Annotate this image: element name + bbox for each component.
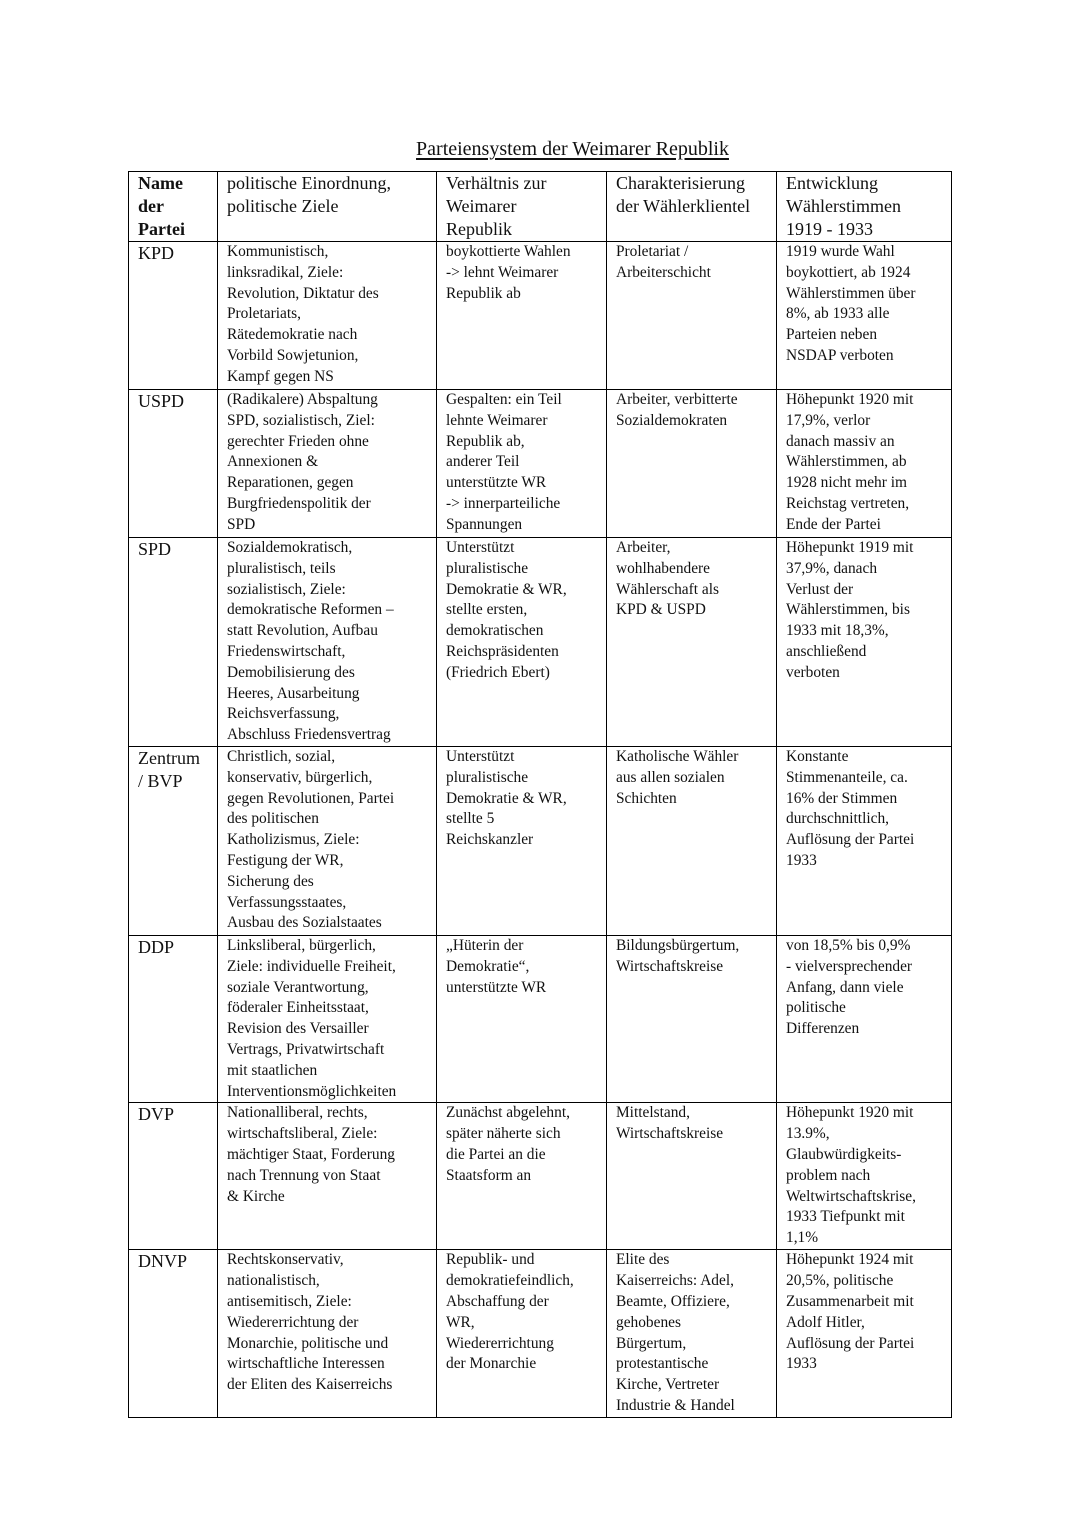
waehler-cell: Katholische Wähler aus allen sozialen Schichten [607, 747, 777, 936]
table-row [129, 936, 952, 1103]
waehler-cell: Arbeiter, wohlhabendere Wählerschaft als KPD & USPD [607, 538, 777, 747]
waehler-cell: Proletariat / Arbeiterschicht [607, 242, 777, 390]
einordnung-cell: Rechtskonservativ, nationalistisch, antisemitisch, Ziele: Wiedererrichtung der Monarchie, politische und wirtschaftliche Interessen der Eliten des Kaiserreichs [218, 1250, 437, 1418]
verhaeltnis-cell: „Hüterin der Demokratie“, unterstützte WR [437, 936, 607, 1103]
header-cell-verhaeltnis: Verhältnis zur Weimarer Republik [437, 172, 607, 242]
party-table [128, 171, 952, 1418]
einordnung-cell: Kommunistisch, linksradikal, Ziele: Revolution, Diktatur des Proletariats, Rätedemokratie nach Vorbild Sowjetunion, Kampf gegen NS [218, 242, 437, 390]
waehler-cell: Arbeiter, verbitterte Sozialdemokraten [607, 390, 777, 538]
party-name-cell: DDP [129, 936, 218, 1103]
header-cell-waehler: Charakterisierung der Wählerklientel [607, 172, 777, 242]
party-name-cell: DNVP [129, 1250, 218, 1418]
entwicklung-cell: Höhepunkt 1919 mit 37,9%, danach Verlust der Wählerstimmen, bis 1933 mit 18,3%, anschließend verboten [777, 538, 952, 747]
entwicklung-cell: von 18,5% bis 0,9% - vielversprechender Anfang, dann viele politische Differenzen [777, 936, 952, 1103]
entwicklung-cell: 1919 wurde Wahl boykottiert, ab 1924 Wählerstimmen über 8%, ab 1933 alle Parteien neben NSDAP verboten [777, 242, 952, 390]
entwicklung-cell: Konstante Stimmenanteile, ca. 16% der Stimmen durchschnittlich, Auflösung der Partei 1933 [777, 747, 952, 936]
waehler-cell: Mittelstand, Wirtschaftskreise [607, 1103, 777, 1250]
einordnung-cell: Christlich, sozial, konservativ, bürgerlich, gegen Revolutionen, Partei des politischen Katholizismus, Ziele: Festigung der WR, Sicherung des Verfassungsstaates, Ausbau des Sozialstaates [218, 747, 437, 936]
verhaeltnis-cell: Republik- und demokratiefeindlich, Abschaffung der WR, Wiedererrichtung der Monarchie [437, 1250, 607, 1418]
party-name-cell: Zentrum / BVP [129, 747, 218, 936]
party-name-cell: KPD [129, 242, 218, 390]
einordnung-cell: (Radikalere) Abspaltung SPD, sozialistisch, Ziel: gerechter Frieden ohne Annexionen & Reparationen, gegen Burgfriedenspolitik der SPD [218, 390, 437, 538]
verhaeltnis-cell: boykottierte Wahlen -> lehnt Weimarer Republik ab [437, 242, 607, 390]
verhaeltnis-cell: Zunächst abgelehnt, später näherte sich die Partei an die Staatsform an [437, 1103, 607, 1250]
party-name-cell: DVP [129, 1103, 218, 1250]
document-title: Parteiensystem der Weimarer Republik [416, 138, 729, 160]
table-row [129, 747, 952, 936]
verhaeltnis-cell: Unterstützt pluralistische Demokratie & WR, stellte 5 Reichskanzler [437, 747, 607, 936]
entwicklung-cell: Höhepunkt 1924 mit 20,5%, politische Zusammenarbeit mit Adolf Hitler, Auflösung der Partei 1933 [777, 1250, 952, 1418]
einordnung-cell: Nationalliberal, rechts, wirtschaftsliberal, Ziele: mächtiger Staat, Forderung nach Trennung von Staat & Kirche [218, 1103, 437, 1250]
table-row [129, 1103, 952, 1250]
table-row [129, 538, 952, 747]
header-cell-entwicklung: Entwicklung Wählerstimmen 1919 - 1933 [777, 172, 952, 242]
verhaeltnis-cell: Gespalten: ein Teil lehnte Weimarer Republik ab, anderer Teil unterstützte WR -> innerparteiliche Spannungen [437, 390, 607, 538]
table-row [129, 1250, 952, 1418]
waehler-cell: Elite des Kaiserreichs: Adel, Beamte, Offiziere, gehobenes Bürgertum, protestantische Kirche, Vertreter Industrie & Handel [607, 1250, 777, 1418]
verhaeltnis-cell: Unterstützt pluralistische Demokratie & WR, stellte ersten, demokratischen Reichspräsidenten (Friedrich Ebert) [437, 538, 607, 747]
entwicklung-cell: Höhepunkt 1920 mit 13.9%, Glaubwürdigkeits- problem nach Weltwirtschaftskrise, 1933 Tiefpunkt mit 1,1% [777, 1103, 952, 1250]
header-cell-name: Name der Partei [129, 172, 218, 242]
header-cell-einordnung: politische Einordnung, politische Ziele [218, 172, 437, 242]
table-header-row [129, 172, 952, 242]
table-row [129, 390, 952, 538]
table-row [129, 242, 952, 390]
einordnung-cell: Sozialdemokratisch, pluralistisch, teils sozialistisch, Ziele: demokratische Reformen – statt Revolution, Aufbau Friedenswirtschaft, Demobilisierung des Heeres, Ausarbeitung Reichsverfassung, Abschluss Friedensvertrag [218, 538, 437, 747]
party-name-cell: USPD [129, 390, 218, 538]
entwicklung-cell: Höhepunkt 1920 mit 17,9%, verlor danach massiv an Wählerstimmen, ab 1928 nicht mehr im Reichstag vertreten, Ende der Partei [777, 390, 952, 538]
einordnung-cell: Linksliberal, bürgerlich, Ziele: individuelle Freiheit, soziale Verantwortung, föderaler Einheitsstaat, Revision des Versailler Vertrags, Privatwirtschaft mit staatlichen Interventionsmöglichkeiten [218, 936, 437, 1103]
party-name-cell: SPD [129, 538, 218, 747]
waehler-cell: Bildungsbürgertum, Wirtschaftskreise [607, 936, 777, 1103]
